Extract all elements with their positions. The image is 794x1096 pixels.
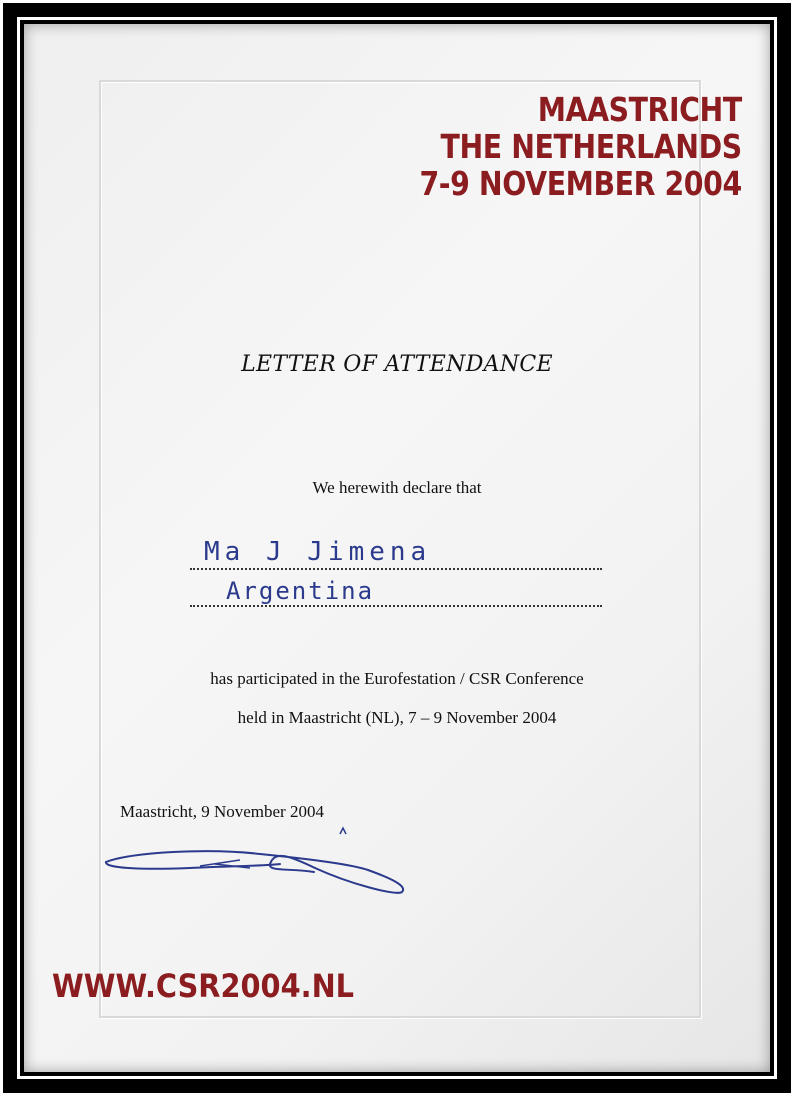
certificate-paper bbox=[24, 24, 770, 1072]
website-url: WWW.CSR2004.NL bbox=[52, 967, 355, 1005]
event-city: MAASTRICHT bbox=[537, 90, 742, 129]
letter-title: LETTER OF ATTENDANCE bbox=[241, 352, 553, 377]
certificate-frame bbox=[3, 3, 791, 1093]
declaration-text: We herewith declare that bbox=[312, 478, 482, 497]
name-dotted-line bbox=[190, 568, 602, 570]
event-country: THE NETHERLANDS bbox=[440, 127, 742, 166]
country-dotted-line bbox=[190, 605, 602, 607]
participant-name: Ma J Jimena bbox=[204, 537, 432, 567]
event-dates: 7-9 NOVEMBER 2004 bbox=[419, 164, 742, 203]
participant-country: Argentina bbox=[226, 577, 375, 605]
participation-text: has participated in the Eurofestation / CSR Conference bbox=[210, 669, 584, 688]
held-text: held in Maastricht (NL), 7 – 9 November 2004 bbox=[237, 708, 557, 727]
place-date-text: Maastricht, 9 November 2004 bbox=[120, 802, 324, 821]
signature-image bbox=[100, 824, 420, 904]
event-header bbox=[420, 91, 742, 202]
